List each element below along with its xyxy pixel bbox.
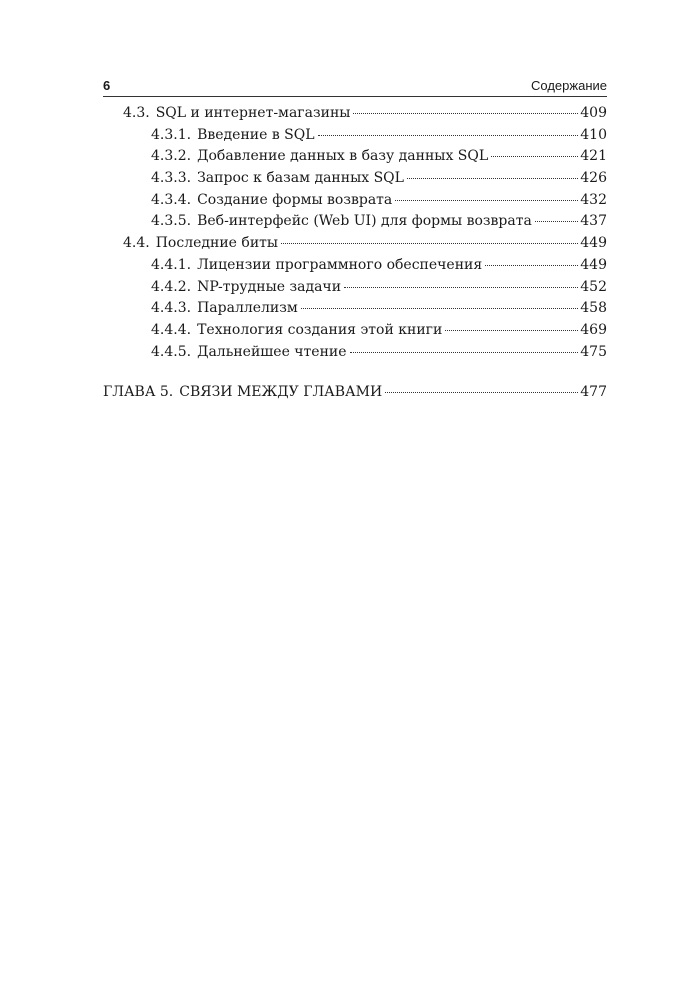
toc-entry-4-3-4[interactable] (103, 190, 607, 212)
toc-entry-title: СВЯЗИ МЕЖДУ ГЛАВАМИ (179, 384, 383, 401)
dot-leader (353, 109, 578, 114)
toc-entry-4-4-2[interactable] (103, 277, 607, 299)
toc-entry-4-4-3[interactable] (103, 298, 607, 320)
dot-leader (385, 388, 578, 393)
toc-entry-number: 4.4.5. (151, 343, 192, 360)
dot-leader (301, 304, 579, 309)
toc-entry-page: 426 (580, 170, 607, 187)
toc-entry-page: 449 (580, 256, 607, 273)
toc-entry-4-4-1[interactable] (103, 255, 607, 277)
toc-entry-number: 4.4.1. (151, 256, 192, 273)
header-rule (103, 96, 607, 97)
toc-entry-number: ГЛАВА 5. (103, 384, 174, 401)
dot-leader (407, 174, 578, 179)
toc-entry-title: Добавление данных в базу данных SQL (197, 148, 489, 165)
toc-entry-page: 432 (580, 191, 607, 208)
toc-entry-4-3-2[interactable] (103, 146, 607, 168)
running-title: Содержание (531, 78, 607, 93)
toc-entry-title: Параллелизм (197, 300, 298, 317)
toc-entry-chapter-5[interactable] (103, 382, 607, 404)
dot-leader (491, 152, 578, 157)
toc-entry-page: 475 (580, 343, 607, 360)
toc-entry-number: 4.3.5. (151, 213, 192, 230)
toc-entry-page: 469 (580, 321, 607, 338)
toc-entry-number: 4.4.2. (151, 278, 192, 295)
toc-entry-number: 4.4.3. (151, 300, 192, 317)
toc-entry-4-3[interactable] (103, 103, 607, 125)
dot-leader (535, 217, 578, 222)
toc-entry-title: SQL и интернет-магазины (155, 105, 351, 121)
toc-entry-4-4[interactable] (103, 233, 607, 255)
toc-entry-page: 452 (580, 278, 607, 295)
toc-entry-page: 421 (580, 148, 607, 165)
dot-leader (485, 261, 578, 266)
dot-leader (344, 283, 578, 288)
running-header (103, 72, 607, 94)
toc-entry-page: 477 (580, 384, 607, 401)
toc-entry-page: 409 (580, 105, 607, 121)
toc-entry-4-3-3[interactable] (103, 168, 607, 190)
table-of-contents (103, 103, 607, 404)
dot-leader (350, 348, 579, 353)
toc-entry-title: Создание формы возврата (197, 191, 393, 208)
toc-entry-title: Последние биты (155, 235, 279, 252)
toc-entry-title: Дальнейшее чтение (197, 343, 347, 360)
toc-entry-page: 449 (580, 235, 607, 252)
toc-entry-number: 4.4. (123, 235, 150, 252)
page-number: 6 (103, 78, 111, 93)
toc-entry-number: 4.4.4. (151, 321, 192, 338)
toc-entry-number: 4.3.2. (151, 148, 192, 165)
toc-entry-title: Веб-интерфейс (Web UI) для формы возврата (197, 213, 532, 230)
toc-entry-title: Технология создания этой книги (197, 321, 443, 338)
toc-entry-title: Лицензии программного обеспечения (197, 256, 483, 273)
toc-entry-page: 437 (580, 213, 607, 230)
toc-entry-4-3-5[interactable] (103, 211, 607, 233)
toc-entry-title: Введение в SQL (197, 126, 315, 143)
toc-entry-4-4-4[interactable] (103, 320, 607, 342)
toc-entry-page: 410 (580, 126, 607, 143)
dot-leader (318, 131, 579, 136)
toc-entry-number: 4.3. (123, 105, 150, 121)
toc-entry-page: 458 (580, 300, 607, 317)
dot-leader (281, 239, 578, 244)
toc-entry-4-4-5[interactable] (103, 342, 607, 364)
dot-leader (395, 196, 578, 201)
toc-entry-4-3-1[interactable] (103, 125, 607, 147)
toc-entry-number: 4.3.1. (151, 126, 192, 143)
toc-entry-number: 4.3.3. (151, 170, 192, 187)
toc-entry-title: Запрос к базам данных SQL (197, 170, 404, 187)
dot-leader (445, 326, 578, 331)
toc-entry-number: 4.3.4. (151, 191, 192, 208)
toc-entry-title: NP-трудные задачи (197, 278, 342, 295)
